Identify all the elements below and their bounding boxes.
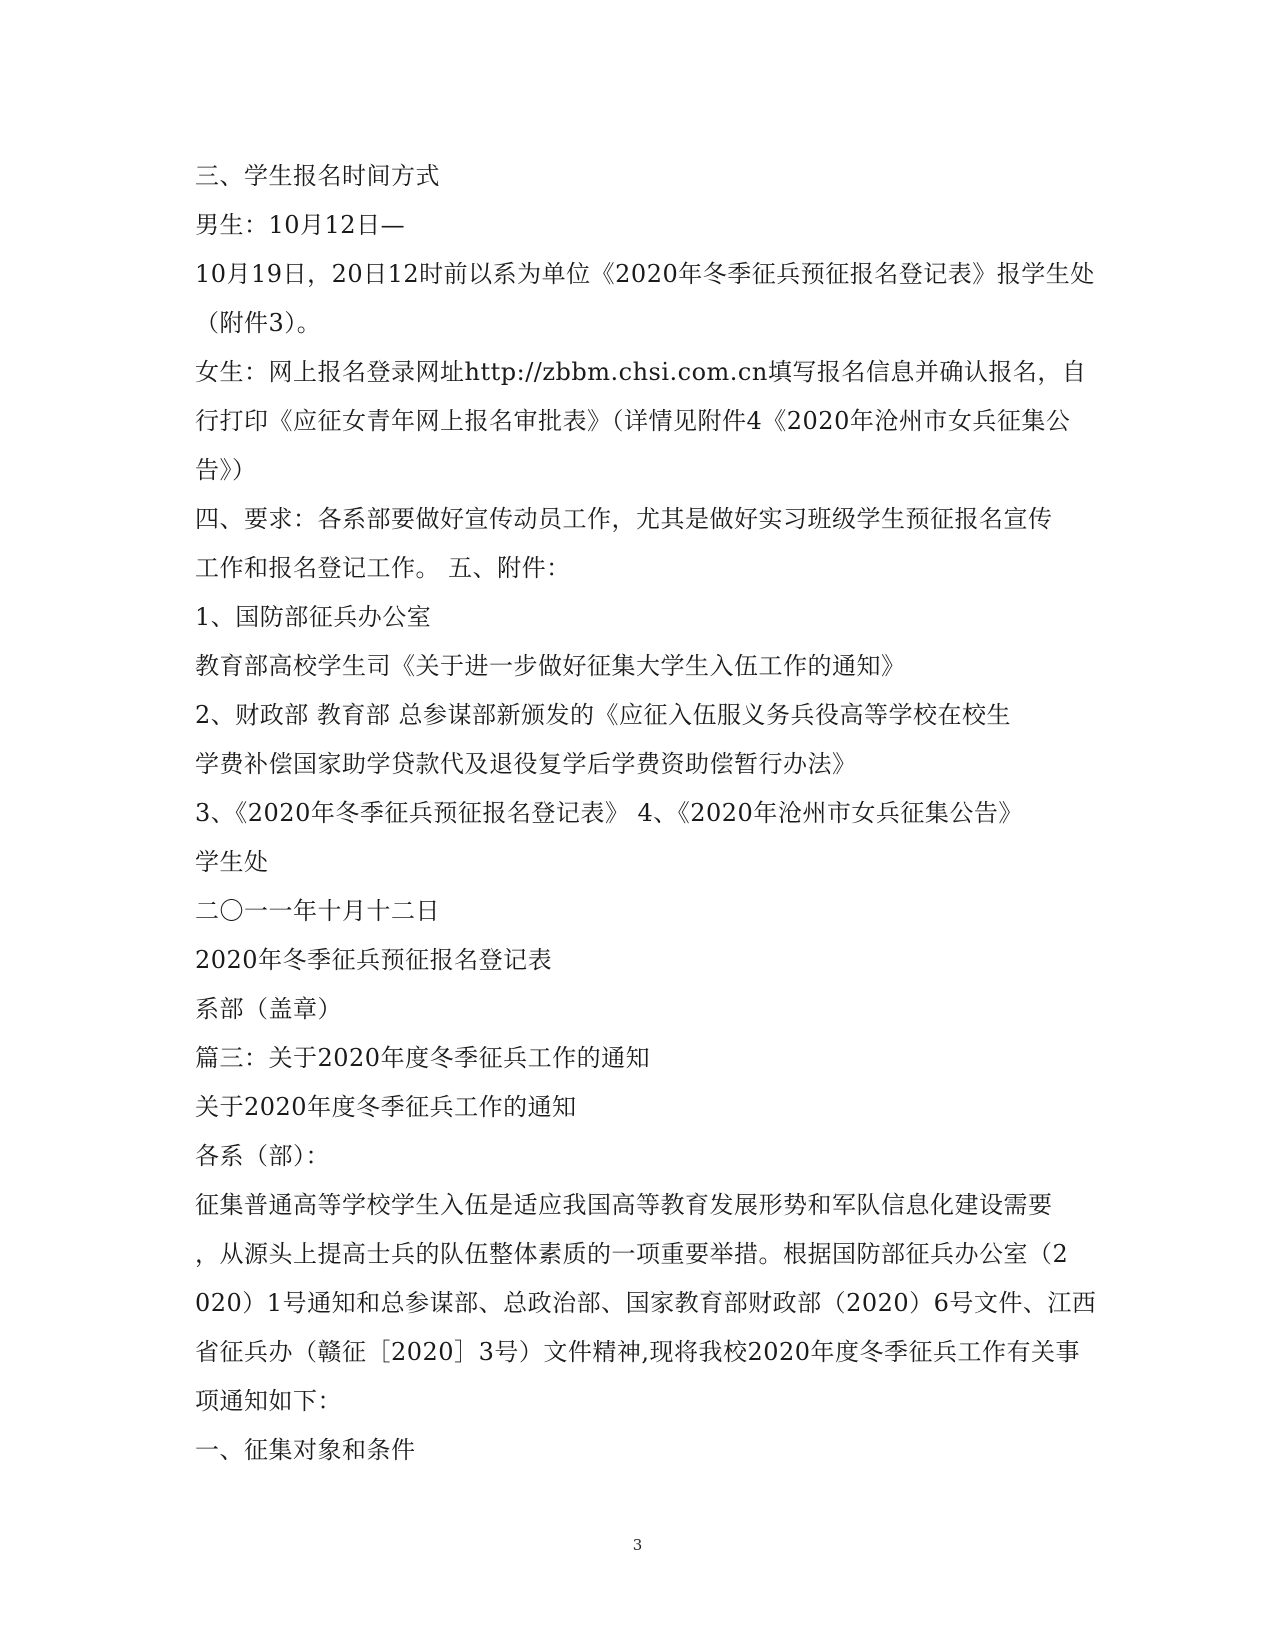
text-line: 020）1号通知和总参谋部、总政治部、国家教育部财政部（2020）6号文件、江西 bbox=[195, 1289, 1097, 1317]
text-line: 征集普通高等学校学生入伍是适应我国高等教育发展形势和军队信息化建设需要 bbox=[195, 1191, 1053, 1219]
text-line: 各系（部）： bbox=[195, 1142, 330, 1170]
text-line: 系部（盖章） bbox=[195, 995, 342, 1023]
text-line: 一、征集对象和条件 bbox=[195, 1436, 416, 1464]
text-line: 四、要求：各系部要做好宣传动员工作，尤其是做好实习班级学生预征报名宣传 bbox=[195, 505, 1053, 533]
text-line: 省征兵办（赣征［2020］3号）文件精神,现将我校2020年度冬季征兵工作有关事 bbox=[195, 1338, 1081, 1366]
text-line: 告》） bbox=[195, 456, 257, 484]
text-line: 3、《2020年冬季征兵预征报名登记表》 4、《2020年沧州市女兵征集公告》 bbox=[195, 799, 1023, 827]
text-line: （附件3）。 bbox=[195, 309, 322, 337]
text-line: 项通知如下： bbox=[195, 1387, 342, 1415]
text-line: 行打印《应征女青年网上报名审批表》（详情见附件4《2020年沧州市女兵征集公 bbox=[195, 407, 1071, 435]
text-line: 10月19日，20日12时前以系为单位《2020年冬季征兵预征报名登记表》报学生处 bbox=[195, 260, 1095, 288]
text-line: 女生：网上报名登录网址http://zbbm.chsi.com.cn填写报名信息并确认报名，自 bbox=[195, 358, 1087, 386]
text-line: 教育部高校学生司《关于进一步做好征集大学生入伍工作的通知》 bbox=[195, 652, 906, 680]
text-line: 篇三：关于2020年度冬季征兵工作的通知 bbox=[195, 1044, 651, 1072]
text-line: 2020年冬季征兵预征报名登记表 bbox=[195, 946, 553, 974]
text-line: 学生处 bbox=[195, 848, 269, 876]
text-line: 男生：10月12日— bbox=[195, 211, 406, 239]
text-line: 关于2020年度冬季征兵工作的通知 bbox=[195, 1093, 577, 1121]
text-line: 2、财政部 教育部 总参谋部新颁发的《应征入伍服义务兵役高等学校在校生 bbox=[195, 701, 1012, 729]
text-line: 工作和报名登记工作。 五、附件： bbox=[195, 554, 571, 582]
text-line: 二〇一一年十月十二日 bbox=[195, 897, 440, 925]
page-number: 3 bbox=[632, 1536, 643, 1554]
text-line: 三、学生报名时间方式 bbox=[195, 162, 440, 190]
text-line: ，从源头上提高士兵的队伍整体素质的一项重要举措。根据国防部征兵办公室（2 bbox=[195, 1240, 1069, 1268]
text-line: 1、国防部征兵办公室 bbox=[195, 603, 432, 631]
text-line: 学费补偿国家助学贷款代及退役复学后学费资助偿暂行办法》 bbox=[195, 750, 857, 778]
document-body bbox=[195, 152, 1097, 1475]
